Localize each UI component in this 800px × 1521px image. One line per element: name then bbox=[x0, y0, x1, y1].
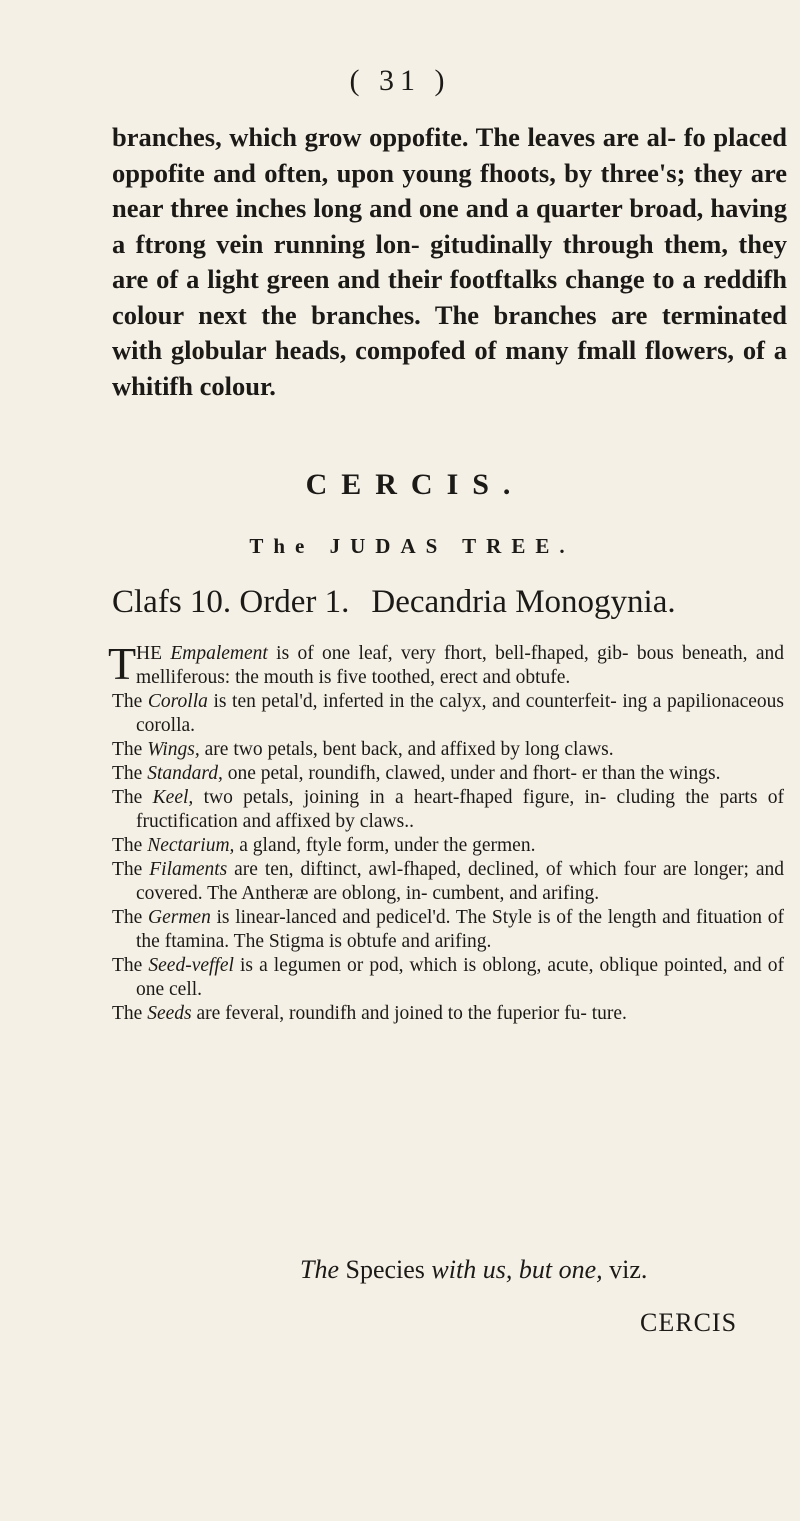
entry-prefix: The bbox=[112, 739, 148, 760]
species-line bbox=[300, 1255, 647, 1285]
botanical-description bbox=[108, 638, 784, 1026]
entry-term: Corolla bbox=[147, 691, 208, 712]
intro-paragraph bbox=[112, 120, 787, 404]
common-name: The JUDAS TREE. bbox=[249, 534, 575, 558]
entry-term: Germen bbox=[148, 907, 211, 928]
class-order-label: Clafs 10. Order 1. bbox=[112, 584, 350, 620]
entry-seed-vessel bbox=[112, 954, 784, 1002]
intro-text: branches, which grow oppofite. The leaves are al- fo placed oppofite and often, upon young fhoots, by three's; they are near three inches long and one and a quarter broad, having a ftrong vein running lon- gitudinally through them, they are of a light green and their footftalks change to a reddifh colour next the branches. The branches are terminated with globular heads, compofed of many fmall flowers, of a whitifh colour. bbox=[112, 122, 787, 401]
entry-term: Wings, bbox=[147, 739, 200, 760]
classification-line bbox=[112, 582, 792, 622]
entry-text: are ten, diftinct, awl-fhaped, declined, of which four are longer; and covered. The Antheræ are oblong, in- cumbent, and arifing. bbox=[136, 859, 784, 904]
species-the: The bbox=[300, 1255, 339, 1284]
entry-term: Empalement bbox=[170, 643, 268, 664]
entry-corolla bbox=[112, 690, 784, 738]
entry-filaments bbox=[112, 858, 784, 906]
class-name: Decandria Monogynia. bbox=[371, 584, 676, 620]
entry-prefix: The bbox=[112, 907, 148, 928]
entry-standard bbox=[112, 762, 784, 786]
entry-seeds bbox=[112, 1002, 784, 1026]
entry-term: Seeds bbox=[147, 1003, 192, 1024]
entry-germen bbox=[112, 906, 784, 954]
entry-keel bbox=[112, 786, 784, 834]
entry-text: are two petals, bent back, and affixed by long claws. bbox=[199, 739, 614, 760]
entry-prefix: The bbox=[112, 691, 148, 712]
entry-text: two petals, joining in a heart-fhaped figure, in- cluding the parts of fructification and affixed by claws.. bbox=[136, 787, 784, 832]
catchword: CERCIS bbox=[640, 1308, 738, 1337]
entry-text: a gland, ftyle form, under the germen. bbox=[234, 835, 536, 856]
entry-text: is linear-lanced and pedicel'd. The Style is of the length and fituation of the ftamina. The Stigma is obtufe and arifing. bbox=[136, 907, 784, 952]
entry-prefix: The bbox=[112, 787, 153, 808]
species-but-one: but one, bbox=[512, 1255, 603, 1284]
entry-prefix: The bbox=[112, 955, 149, 976]
entry-prefix: The bbox=[112, 1003, 148, 1024]
entry-text: is ten petal'd, inferted in the calyx, and counterfeit- ing a papilionaceous corolla. bbox=[136, 691, 784, 736]
entry-lead: HE bbox=[136, 643, 171, 664]
species-word: Species bbox=[339, 1255, 432, 1284]
entry-prefix: The bbox=[112, 835, 148, 856]
entry-text: are feveral, roundifh and joined to the fuperior fu- ture. bbox=[191, 1003, 627, 1024]
entry-term: Keel, bbox=[152, 787, 194, 808]
entry-term: Nectarium, bbox=[147, 835, 235, 856]
entry-text: one petal, roundifh, clawed, under and fhort- er than the wings. bbox=[222, 763, 721, 784]
species-with-us: with us, bbox=[431, 1255, 513, 1284]
entry-term: Standard, bbox=[147, 763, 223, 784]
entry-text: is of one leaf, very fhort, bell-fhaped, gib- bous beneath, and melliferous: the mouth is five toothed, erect and obtufe. bbox=[136, 643, 784, 688]
drop-cap: T bbox=[108, 638, 137, 689]
species-viz: viz. bbox=[602, 1255, 648, 1284]
entry-term: Seed-veffel bbox=[148, 955, 234, 976]
entry-nectarium bbox=[112, 834, 784, 858]
entry-wings bbox=[112, 738, 784, 762]
entry-prefix: The bbox=[112, 763, 148, 784]
entry-text: is a legumen or pod, which is oblong, acute, oblique pointed, and of one cell. bbox=[136, 955, 784, 1000]
page-number: ( 31 ) bbox=[349, 64, 451, 97]
entry-term: Filaments bbox=[149, 859, 228, 880]
entry-empalement bbox=[108, 638, 784, 690]
entry-prefix: The bbox=[112, 859, 150, 880]
genus-title: CERCIS. bbox=[305, 468, 525, 501]
